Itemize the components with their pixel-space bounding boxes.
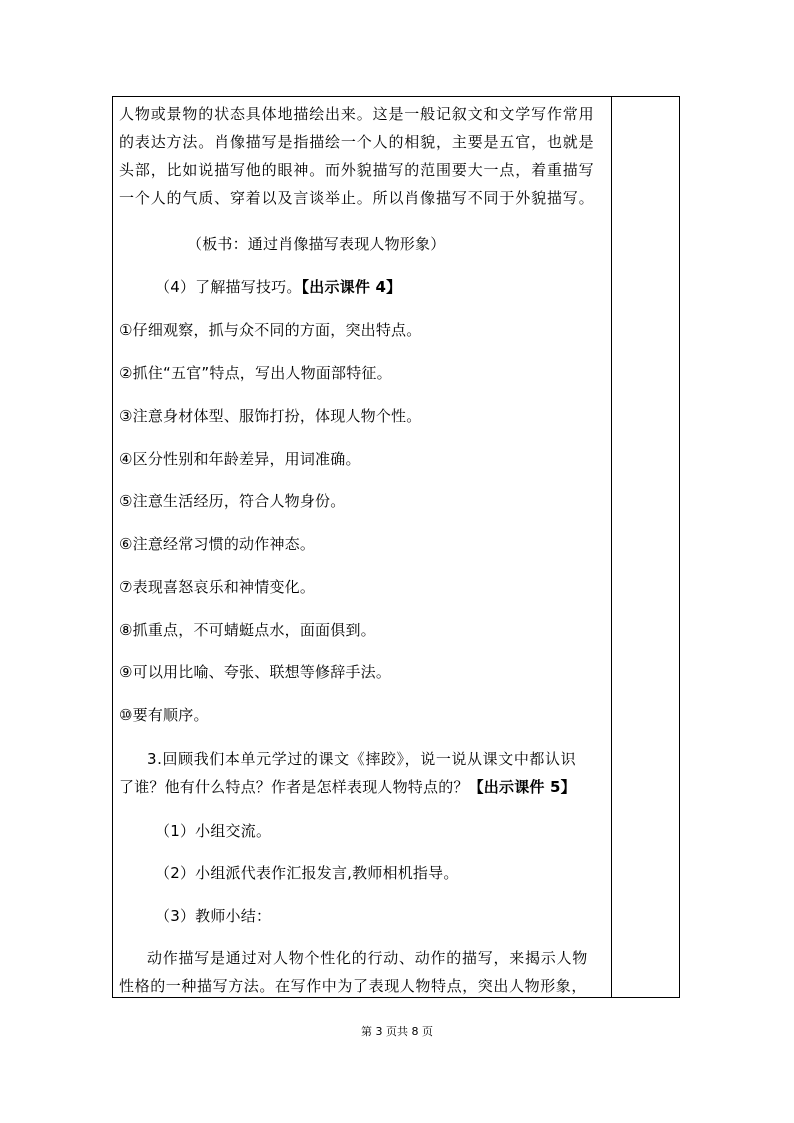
substep-item: （3）教师小结： [155,907,272,925]
courseware-4-marker: 【出示课件 4】 [301,278,402,296]
step-3-line [119,777,576,797]
paragraph-line: 的表达方法。肖像描写是指描绘一个人的相貌，主要是五官，也就是 [119,133,595,151]
board-note: （板书：通过肖像描写表现人物形象） [187,235,446,253]
substep-item: （2）小组派代表作汇报发言,教师相机指导。 [155,864,459,882]
paragraph-line: 人物或景物的状态具体地描绘出来。这是一般记叙文和文学写作常用 [119,105,595,123]
substep-item: （1）小组交流。 [155,822,272,840]
tip-item: ⑩要有顺序。 [119,706,209,724]
tip-item: ⑤注意生活经历，符合人物身份。 [119,492,346,510]
tip-item: ②抓住“五官”特点，写出人物面部特征。 [119,364,392,382]
step-4-heading [155,277,401,297]
summary-line: 性格的一种描写方法。在写作中为了表现人物特点，突出人物形象， [119,977,588,995]
tip-item: ⑥注意经常习惯的动作神态。 [119,535,316,553]
tip-item: ④区分性别和年龄差异，用词准确。 [119,450,361,468]
paragraph-line: 头部，比如说描写他的眼神。而外貌描写的范围要大一点，着重描写 [119,161,595,179]
step-4-text: （4）了解描写技巧。 [155,278,302,296]
tip-item: ①仔细观察，抓与众不同的方面，突出特点。 [119,321,422,339]
tip-item: ⑨可以用比喻、夸张、联想等修辞手法。 [119,663,392,681]
tip-item: ⑦表现喜怒哀乐和神情变化。 [119,578,316,596]
paragraph-line: 一个人的气质、穿着以及言谈举止。所以肖像描写不同于外貌描写。 [119,189,595,207]
step-3-line: 3.回顾我们本单元学过的课文《摔跤》，说一说从课文中都认识 [147,750,577,768]
step-3-question: 了谁？他有什么特点？作者是怎样表现人物特点的？ [119,778,469,796]
courseware-5-marker: 【出示课件 5】 [468,778,576,796]
page-footer: 第 3 页共 8 页 [361,1025,433,1038]
summary-line: 动作描写是通过对人物个性化的行动、动作的描写，来揭示人物 [147,949,589,967]
table-column-divider [611,96,612,998]
tip-item: ⑧抓重点，不可蜻蜓点水，面面俱到。 [119,621,376,639]
tip-item: ③注意身材体型、服饰打扮，体现人物个性。 [119,407,422,425]
